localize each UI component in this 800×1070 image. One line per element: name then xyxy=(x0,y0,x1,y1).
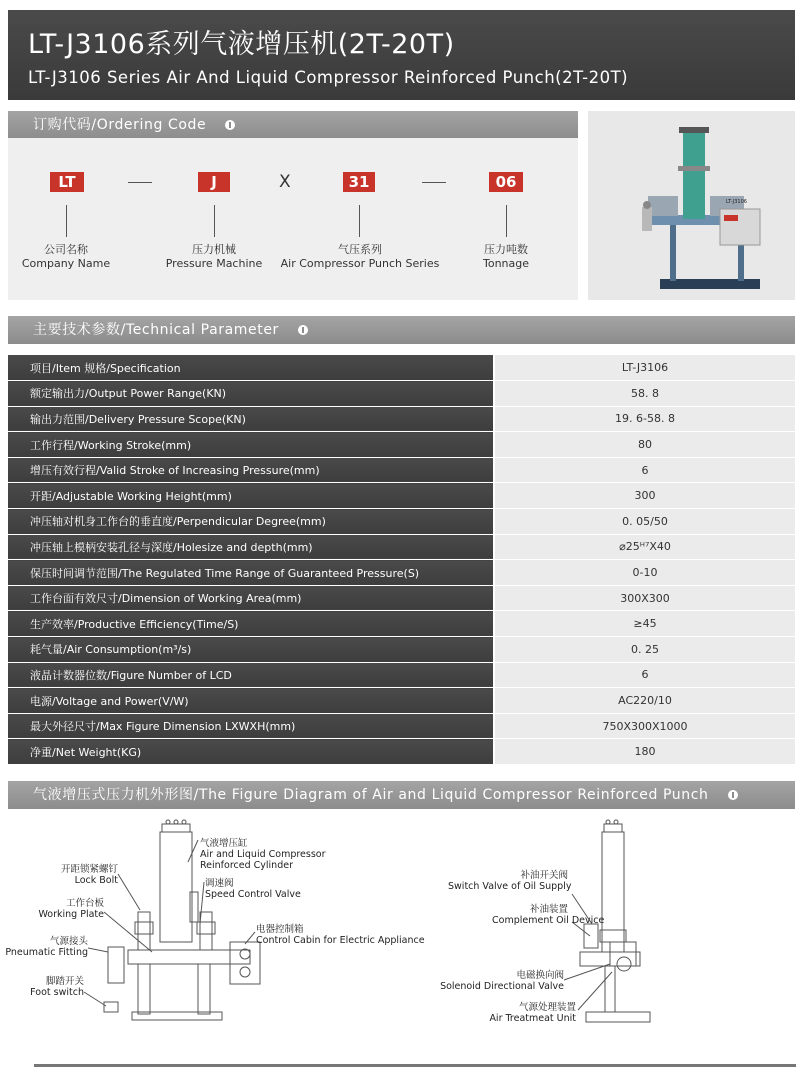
callout-solenoid-valve: 电磁换向阀 Solenoid Directional Valve xyxy=(440,970,564,992)
code-tonnage: 06 xyxy=(489,172,523,192)
row-key: 耗气量/Air Consumption(m³/s) xyxy=(8,637,494,663)
row-key: 保压时间调节范围/The Regulated Time Range of Guaranteed Pressure(S) xyxy=(8,560,494,586)
spec-table xyxy=(8,355,795,765)
callout-speed-control-valve: 调速阀 Speed Control Valve xyxy=(205,878,301,900)
table-row xyxy=(8,406,795,432)
ordering-code-title: 订购代码/Ordering Code xyxy=(33,117,207,133)
row-key: 液晶计数器位数/Figure Number of LCD xyxy=(8,662,494,688)
callout-pneumatic-fitting: 气源接头 Pneumatic Fitting xyxy=(5,936,88,958)
table-row xyxy=(8,611,795,637)
row-value: AC220/10 xyxy=(494,688,795,714)
row-key: 增压有效行程/Valid Stroke of Increasing Pressure(mm) xyxy=(8,457,494,483)
row-value: ⌀25ᴴ⁷X40 xyxy=(494,534,795,560)
ordering-code-header xyxy=(8,111,578,139)
callout-lock-bolt: 开距锁紧螺钉 Lock Bolt xyxy=(60,864,118,886)
technical-parameter-header xyxy=(8,316,795,344)
row-value: 0. 05/50 xyxy=(494,509,795,535)
table-row xyxy=(8,662,795,688)
row-value: 0-10 xyxy=(494,560,795,586)
label-company: 公司名称 Company Name xyxy=(21,243,111,270)
code-series: 31 xyxy=(343,172,375,192)
label-pressure-machine: 压力机械 Pressure Machine xyxy=(165,243,263,270)
table-row xyxy=(8,688,795,714)
row-key: 输出力范围/Delivery Pressure Scope(KN) xyxy=(8,406,494,432)
row-value: 300 xyxy=(494,483,795,509)
technical-parameter-title: 主要技术参数/Technical Parameter xyxy=(33,322,279,338)
row-key: 最大外径尺寸/Max Figure Dimension LXWXH(mm) xyxy=(8,713,494,739)
code-leader-line xyxy=(359,205,360,237)
table-row xyxy=(8,483,795,509)
info-icon xyxy=(298,325,308,335)
table-row xyxy=(8,432,795,458)
figure-diagram xyxy=(0,812,800,1062)
ordering-code-panel xyxy=(8,138,578,300)
code-leader-line xyxy=(506,205,507,237)
row-key: 冲压轴上模柄安装孔径与深度/Holesize and depth(mm) xyxy=(8,534,494,560)
callout-switch-valve-oil: 补油开关阀 Switch Valve of Oil Supply xyxy=(448,870,572,892)
row-value: 58. 8 xyxy=(494,381,795,407)
code-leader-line xyxy=(66,205,67,237)
row-key: 额定输出力/Output Power Range(KN) xyxy=(8,381,494,407)
row-value: 180 xyxy=(494,739,795,765)
row-value: 300X300 xyxy=(494,585,795,611)
row-key: 生产效率/Productive Efficiency(Time/S) xyxy=(8,611,494,637)
callout-working-plate: 工作台板 Working Plate xyxy=(38,898,104,920)
row-value: 6 xyxy=(494,662,795,688)
table-row xyxy=(8,355,795,381)
page-title: LT-J3106系列气液增压机(2T-20T) xyxy=(28,29,455,60)
table-row xyxy=(8,713,795,739)
table-row xyxy=(8,739,795,765)
page-subtitle: LT-J3106 Series Air And Liquid Compressor Reinforced Punch(2T-20T) xyxy=(28,68,629,87)
row-value: 80 xyxy=(494,432,795,458)
code-dash xyxy=(422,182,446,183)
table-row xyxy=(8,560,795,586)
callout-air-treatment: 气源处理装置 Air Treatmeat Unit xyxy=(489,1002,576,1024)
table-row xyxy=(8,381,795,407)
table-row xyxy=(8,457,795,483)
figure-diagram-title: 气液增压式压力机外形图/The Figure Diagram of Air and Liquid Compressor Reinforced Punch xyxy=(33,787,709,803)
machine-illustration xyxy=(588,111,795,300)
row-value: 0. 25 xyxy=(494,637,795,663)
footer-divider xyxy=(34,1064,796,1067)
callout-complement-oil: 补油装置 Complement Oil Device xyxy=(492,904,605,926)
product-photo xyxy=(588,111,795,300)
row-key: 项目/Item 规格/Specification xyxy=(8,355,494,381)
row-key: 净重/Net Weight(KG) xyxy=(8,739,494,765)
row-value: ≥45 xyxy=(494,611,795,637)
code-leader-line xyxy=(214,205,215,237)
row-key: 工作行程/Working Stroke(mm) xyxy=(8,432,494,458)
row-key: 开距/Adjustable Working Height(mm) xyxy=(8,483,494,509)
code-dash xyxy=(128,182,152,183)
figure-diagram-header xyxy=(8,781,795,809)
row-key: 电源/Voltage and Power(V/W) xyxy=(8,688,494,714)
info-icon xyxy=(728,790,738,800)
label-air-compressor-series: 气压系列 Air Compressor Punch Series xyxy=(280,243,440,270)
row-value: LT-J3106 xyxy=(494,355,795,381)
callout-cylinder: 气液增压缸 Air and Liquid Compressor Reinforced Cylinder xyxy=(200,838,326,871)
code-machine: J xyxy=(198,172,230,192)
code-company: LT xyxy=(50,172,84,192)
callout-foot-switch: 脚踏开关 Foot switch xyxy=(30,976,84,998)
table-row xyxy=(8,585,795,611)
row-value: 19. 6-58. 8 xyxy=(494,406,795,432)
callout-control-cabin: 电器控制箱 Control Cabin for Electric Appliance xyxy=(256,924,425,946)
row-key: 冲压轴对机身工作台的垂直度/Perpendicular Degree(mm) xyxy=(8,509,494,535)
row-value: 6 xyxy=(494,457,795,483)
machine-plate-label: LT-J3106 xyxy=(726,199,747,205)
row-key: 工作台面有效尺寸/Dimension of Working Area(mm) xyxy=(8,585,494,611)
label-tonnage: 压力吨数 Tonnage xyxy=(482,243,529,270)
info-icon xyxy=(225,120,235,130)
code-separator-x: X xyxy=(279,172,291,192)
row-value: 750X300X1000 xyxy=(494,713,795,739)
table-row xyxy=(8,509,795,535)
table-row xyxy=(8,637,795,663)
header-banner xyxy=(8,10,795,100)
table-row xyxy=(8,534,795,560)
